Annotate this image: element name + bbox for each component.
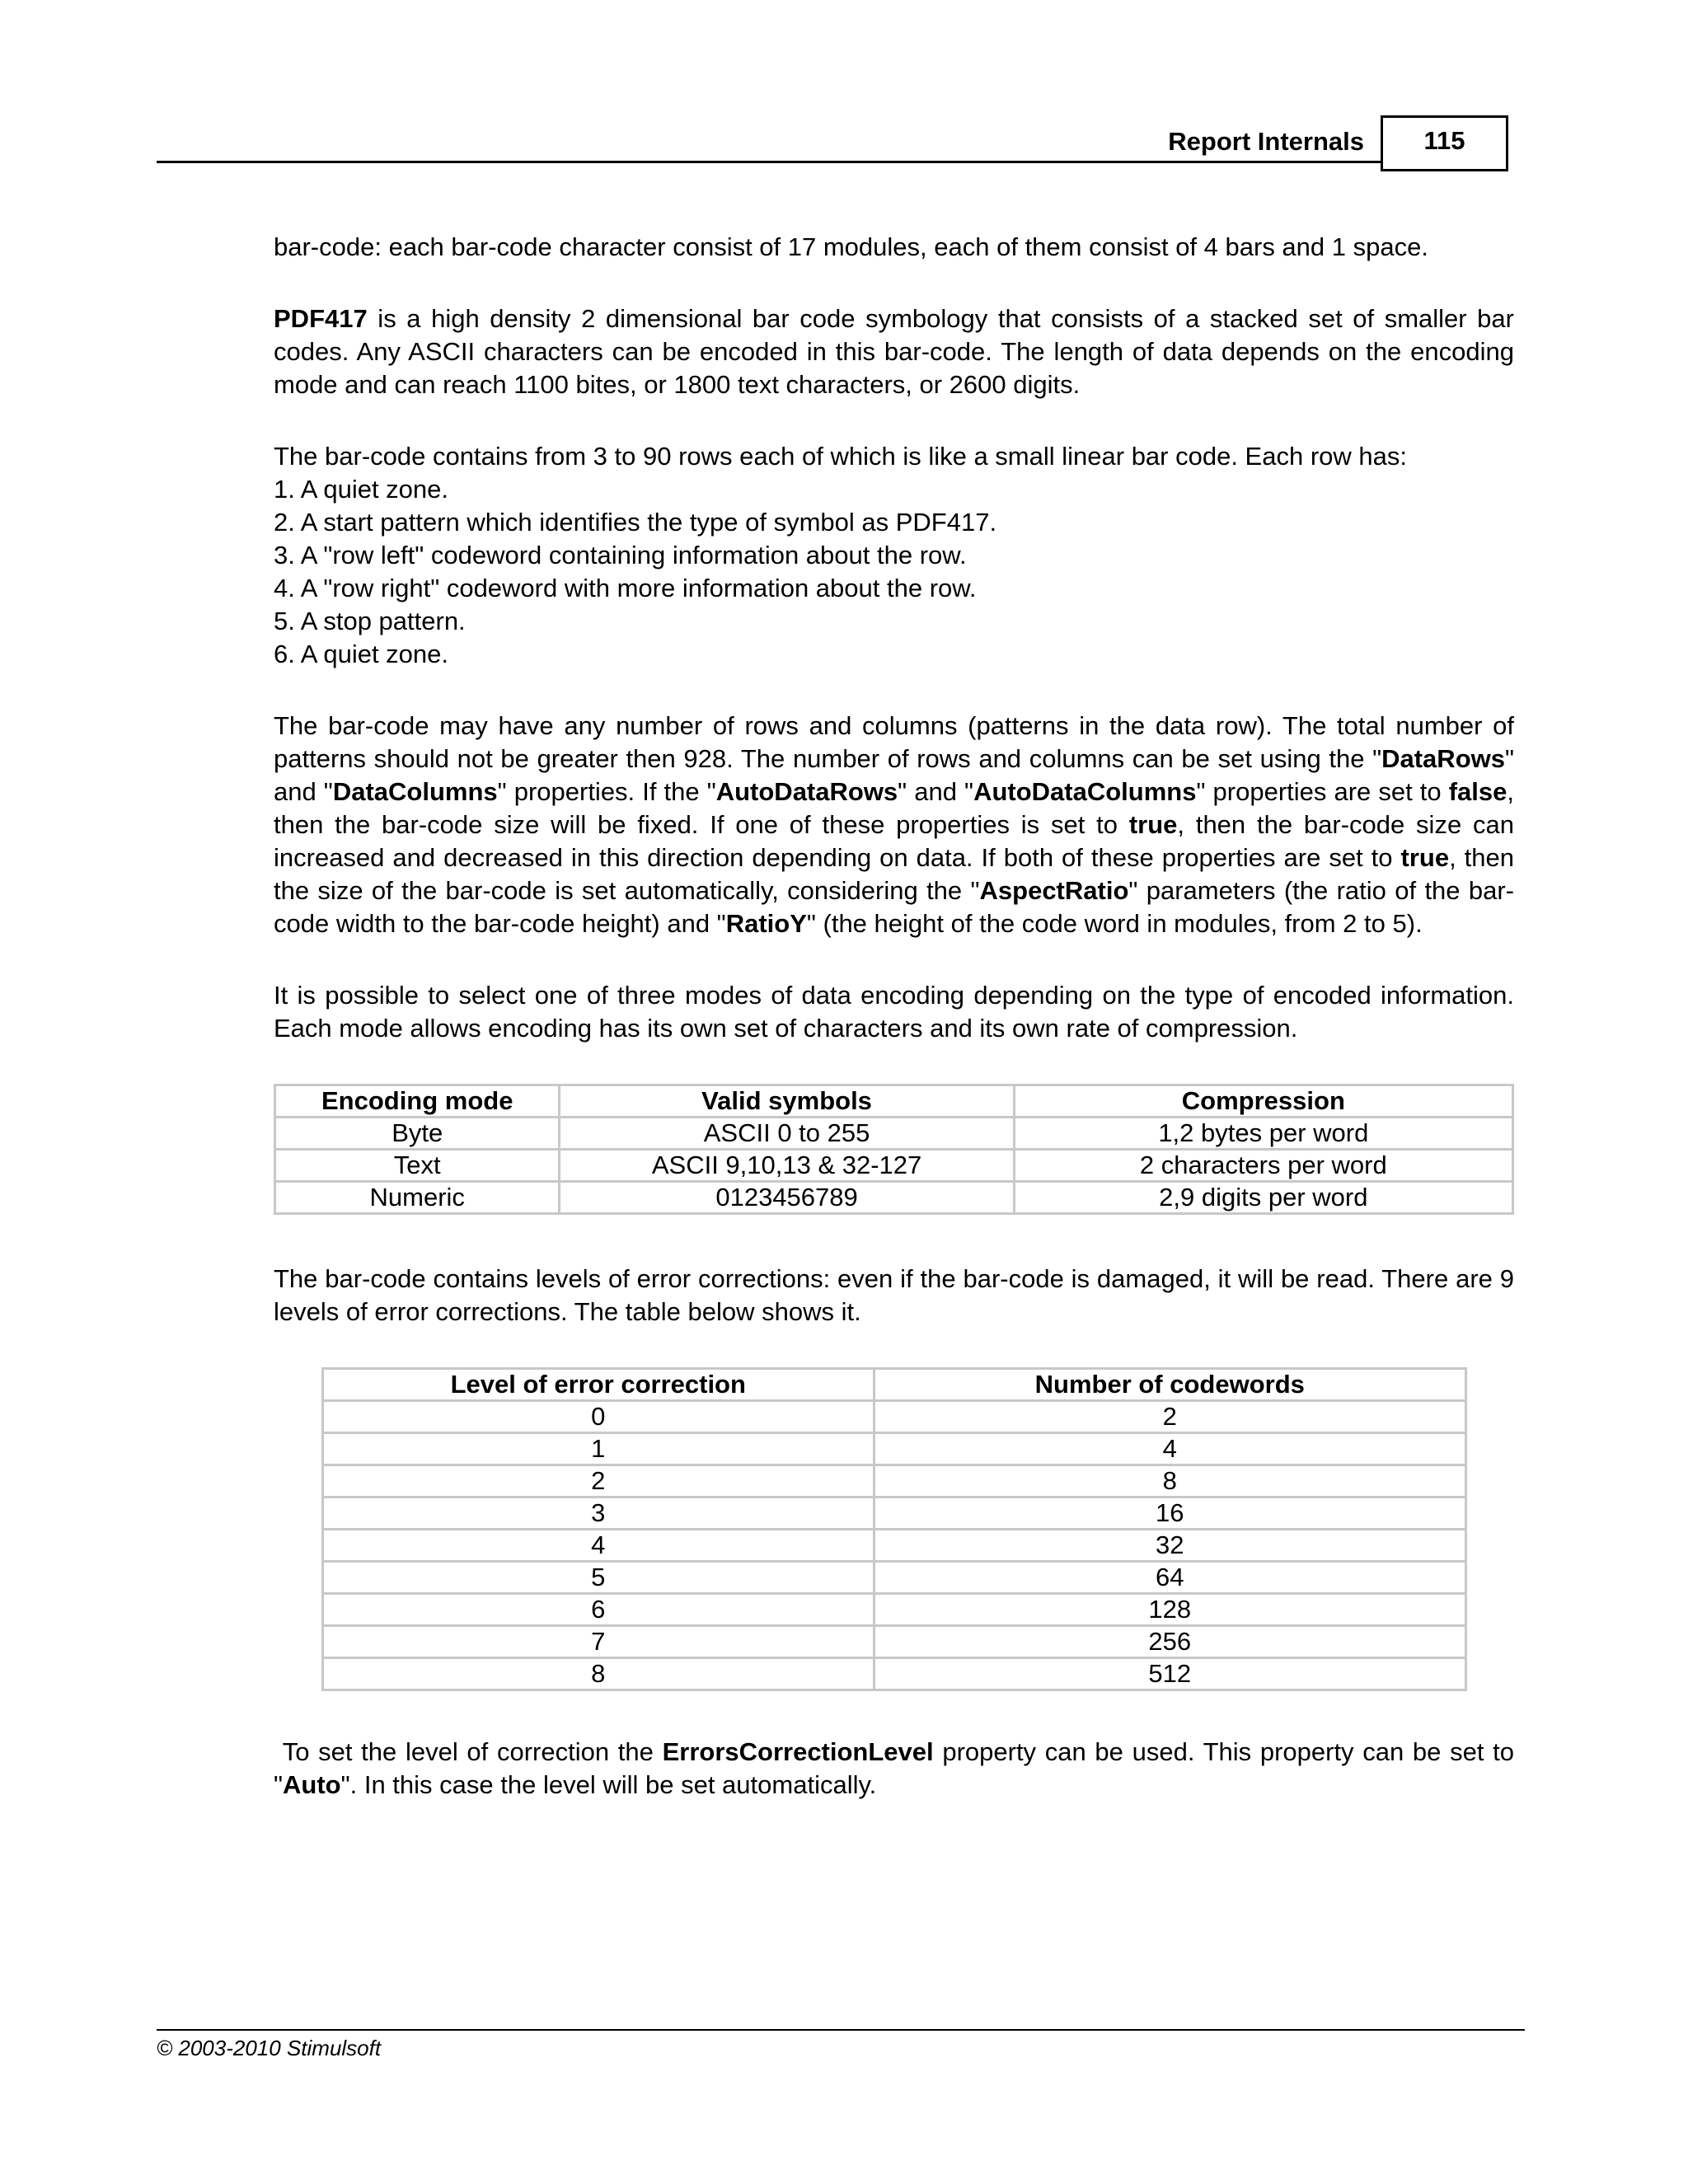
property-name: RatioY: [725, 909, 807, 938]
property-value: true: [1400, 843, 1450, 872]
text-run: , then the bar-code size will be fixed. If one of these properties is set to: [274, 777, 1514, 839]
text-run: To set the level of correction the: [274, 1737, 663, 1766]
property-name: ErrorsCorrectionLevel: [662, 1737, 934, 1766]
table-row: [323, 1465, 1466, 1497]
list-item: 1. A quiet zone.: [274, 475, 449, 504]
text-run: " properties are set to: [1196, 777, 1449, 806]
column-header: Number of codewords: [874, 1369, 1465, 1401]
table-cell: Text: [275, 1150, 560, 1182]
error-correction-table: [321, 1367, 1467, 1691]
pdf417-term: PDF417: [274, 304, 368, 333]
table-cell: 1: [323, 1433, 874, 1465]
text-run: " parameters (the ratio of the bar-code width to the bar-code height) and ": [274, 876, 1515, 938]
table-cell: 2,9 digits per word: [1014, 1182, 1512, 1214]
column-header: Valid symbols: [560, 1085, 1014, 1118]
property-value: Auto: [283, 1770, 341, 1799]
list-item: 6. A quiet zone.: [274, 640, 449, 668]
table-cell: 2: [323, 1465, 874, 1497]
property-value: true: [1128, 810, 1178, 839]
table-cell: ASCII 0 to 255: [560, 1118, 1014, 1150]
text-run: " and ": [898, 777, 974, 806]
table-cell: 128: [874, 1594, 1465, 1626]
encoding-table: [274, 1084, 1514, 1215]
error-paragraph: The bar-code contains levels of error corrections: even if the bar-code is damaged, it will be read. There are 9 levels of error corrections. The table below shows it.: [274, 1264, 1514, 1326]
page-footer: [157, 2029, 1525, 2061]
table-row: [323, 1658, 1466, 1690]
modes-paragraph: It is possible to select one of three modes of data encoding depending on the type of encoded information. Each mode allows encoding has its own set of characters and its own rate of compression.: [274, 981, 1514, 1043]
table-cell: 5: [323, 1562, 874, 1594]
size-paragraph: [274, 710, 1514, 940]
column-header: Encoding mode: [275, 1085, 560, 1118]
table-cell: 2: [874, 1401, 1465, 1433]
table-cell: 512: [874, 1658, 1465, 1690]
column-header: Level of error correction: [323, 1369, 874, 1401]
table-cell: Byte: [275, 1118, 560, 1150]
table-cell: 7: [323, 1626, 874, 1658]
table-row: [323, 1626, 1466, 1658]
table-cell: 0123456789: [560, 1182, 1014, 1214]
footer-rule: [157, 2029, 1525, 2031]
property-name: AutoDataRows: [715, 777, 898, 806]
rows-intro-paragraph: The bar-code contains from 3 to 90 rows each of which is like a small linear bar code. Each row has:: [274, 442, 1407, 471]
text-run: " properties. If the ": [497, 777, 716, 806]
page-header: [157, 115, 1508, 175]
table-row: [275, 1150, 1513, 1182]
table-cell: 3: [323, 1497, 874, 1530]
list-item: 2. A start pattern which identifies the type of symbol as PDF417.: [274, 508, 997, 537]
page-number: 115: [1381, 115, 1508, 171]
list-item: 3. A "row left" codeword containing information about the row.: [274, 541, 967, 569]
property-name: AspectRatio: [979, 876, 1129, 905]
property-value: false: [1448, 777, 1507, 806]
text-run: , then the size of the bar-code is set automatically, considering the ": [274, 843, 1515, 905]
property-name: AutoDataColumns: [973, 777, 1197, 806]
table-cell: 0: [323, 1401, 874, 1433]
list-item: 4. A "row right" codeword with more information about the row.: [274, 574, 977, 602]
table-row: [323, 1530, 1466, 1562]
table-cell: 8: [874, 1465, 1465, 1497]
copyright-text: © 2003-2010 Stimulsoft: [157, 2036, 382, 2060]
table-cell: 256: [874, 1626, 1465, 1658]
table-cell: 64: [874, 1562, 1465, 1594]
table-row: [323, 1433, 1466, 1465]
table-cell: 4: [323, 1530, 874, 1562]
page-content: [274, 231, 1514, 1840]
header-rule: [157, 161, 1381, 163]
pdf417-paragraph: [274, 302, 1514, 401]
table-row: [323, 1497, 1466, 1530]
table-header-row: [323, 1369, 1466, 1401]
property-name: DataColumns: [332, 777, 498, 806]
table-cell: 32: [874, 1530, 1465, 1562]
text-run: " and ": [274, 744, 1514, 806]
table-cell: Numeric: [275, 1182, 560, 1214]
table-row: [323, 1562, 1466, 1594]
column-header: Compression: [1014, 1085, 1512, 1118]
table-cell: 1,2 bytes per word: [1014, 1118, 1512, 1150]
text-run: The bar-code may have any number of rows and columns (patterns in the data row). The total number of patterns should not be greater then 928. The number of rows and columns can be set using the ": [274, 711, 1514, 773]
table-row: [323, 1401, 1466, 1433]
table-row: [275, 1118, 1513, 1150]
table-row: [275, 1182, 1513, 1214]
table-row: [323, 1594, 1466, 1626]
table-cell: 2 characters per word: [1014, 1150, 1512, 1182]
section-title: Report Internals: [1168, 127, 1364, 156]
text-run: property can be used. This property can be set to ": [274, 1737, 1515, 1799]
table-header-row: [275, 1085, 1513, 1118]
text-run: , then the bar-code size can increased and decreased in this direction depending on data. If both of these properties are set to: [274, 810, 1514, 872]
table-cell: 8: [323, 1658, 874, 1690]
intro-paragraph: bar-code: each bar-code character consist of 17 modules, each of them consist of 4 bars and 1 space.: [274, 232, 1428, 261]
row-parts-list: [274, 473, 1514, 671]
pdf417-text: is a high density 2 dimensional bar code symbology that consists of a stacked set of smaller bar codes. Any ASCII characters can be encoded in this bar-code. The length of data depends on the encoding mode and can reach 1100 bites, or 1800 text characters, or 2600 digits.: [274, 304, 1514, 399]
text-run: " (the height of the code word in modules, from 2 to 5).: [806, 909, 1423, 938]
table-cell: 6: [323, 1594, 874, 1626]
property-name: DataRows: [1381, 744, 1505, 773]
text-run: ". In this case the level will be set automatically.: [340, 1770, 877, 1799]
table-cell: ASCII 9,10,13 & 32-127: [560, 1150, 1014, 1182]
table-cell: 4: [874, 1433, 1465, 1465]
final-paragraph: [274, 1736, 1514, 1802]
list-item: 5. A stop pattern.: [274, 607, 466, 635]
table-cell: 16: [874, 1497, 1465, 1530]
